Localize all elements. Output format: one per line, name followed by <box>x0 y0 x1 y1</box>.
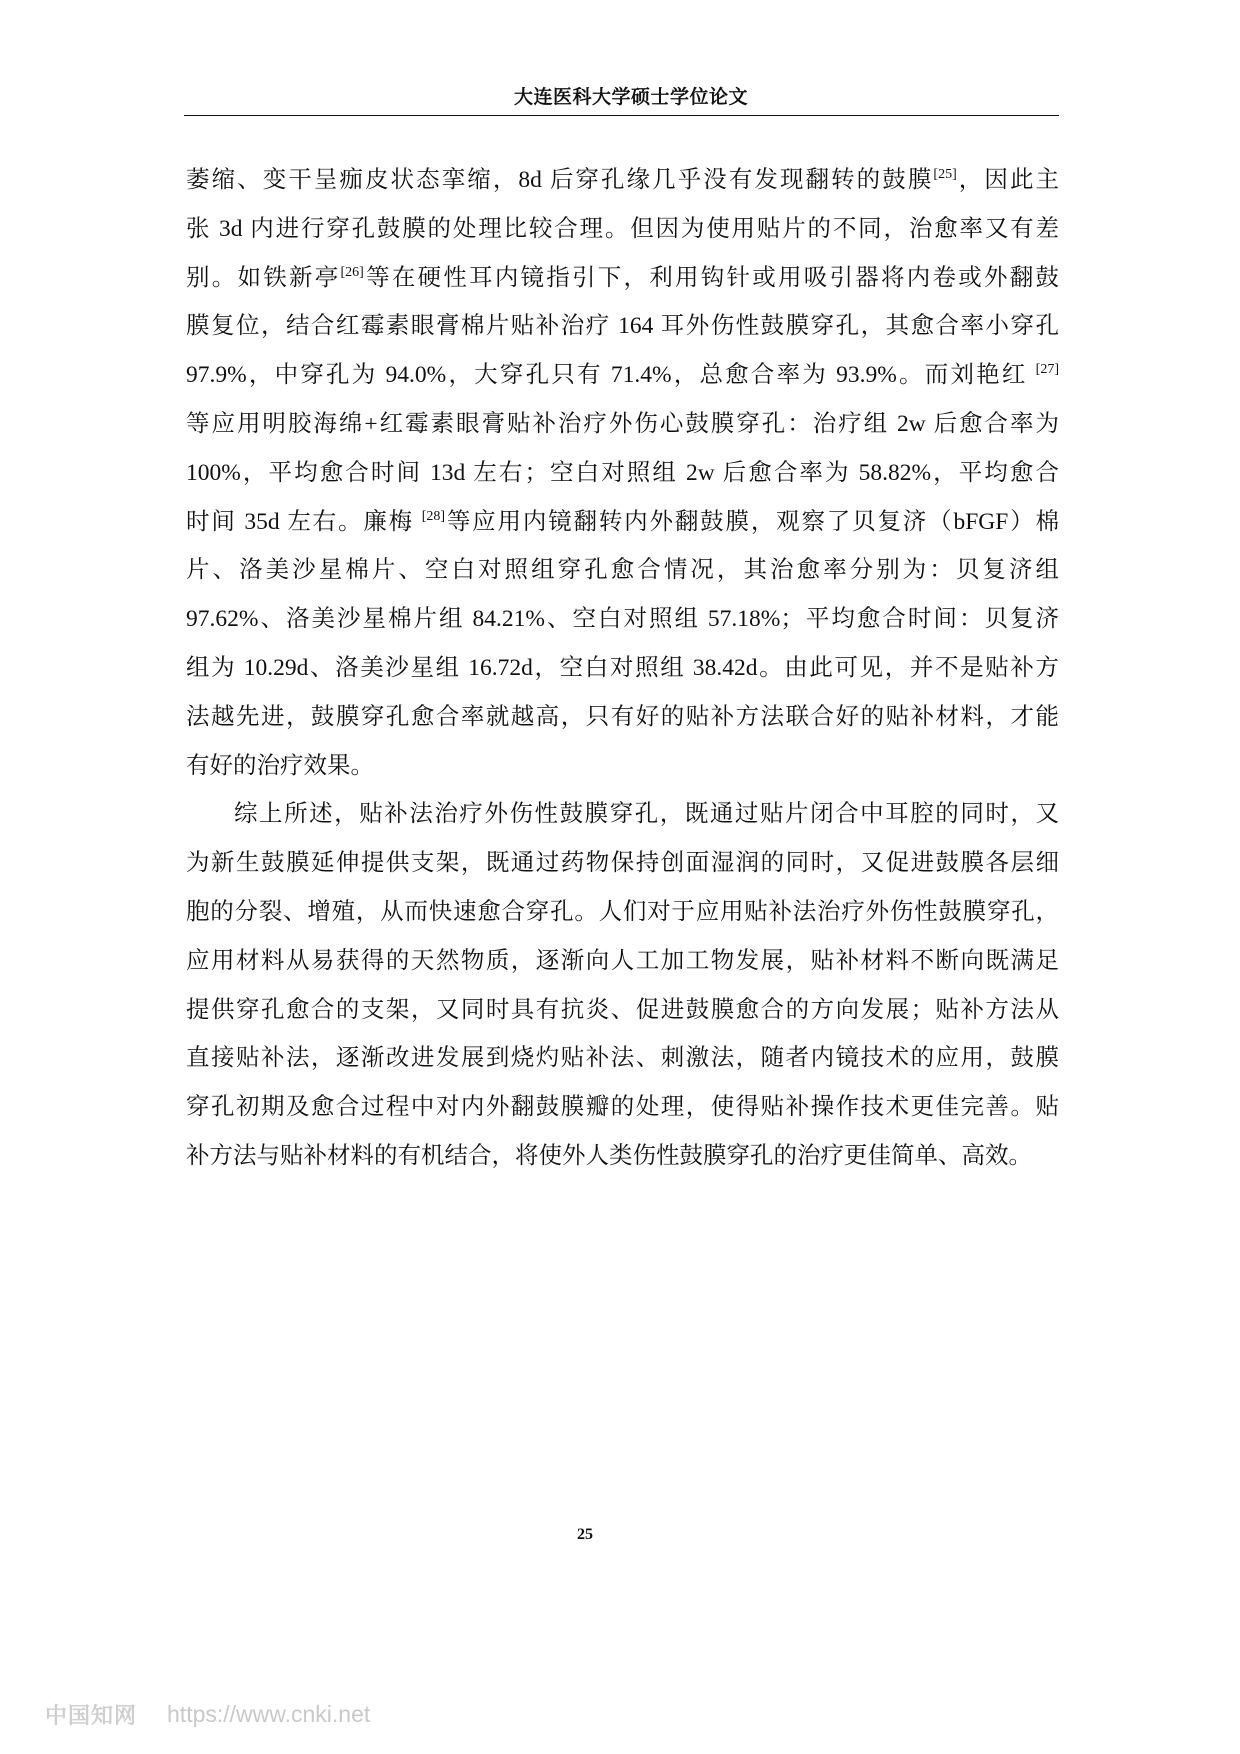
paragraph <box>186 790 1059 1180</box>
line-text: 等应用明胶海绵+红霉素眼膏贴补治疗外伤心鼓膜穿孔：治疗组 2w 后愈合率为 <box>186 410 1059 437</box>
text-line <box>186 937 1059 986</box>
line-text: ，因此主 <box>956 167 1060 193</box>
text-line <box>186 1034 1059 1083</box>
line-text: 时间 35d 左右。廉梅 <box>186 508 422 535</box>
text-line <box>186 839 1059 888</box>
text-line <box>186 205 1059 254</box>
text-line <box>186 1132 1059 1181</box>
line-text: 应用材料从易获得的天然物质，逐渐向人工加工物发展，贴补材料不断向既满足 <box>186 947 1059 974</box>
text-line <box>186 644 1059 693</box>
line-text: 综上所述，贴补法治疗外伤性鼓膜穿孔，既通过贴片闭合中耳腔的同时，又 <box>234 801 1059 828</box>
text-line <box>186 888 1059 937</box>
page-number: 25 <box>577 1526 593 1543</box>
line-text: 等应用内镜翻转内外翻鼓膜，观察了贝复济（bFGF）棉 <box>445 508 1059 535</box>
citation-superscript: [28] <box>421 508 446 524</box>
line-text: 张 3d 内进行穿孔鼓膜的处理比较合理。但因为使用贴片的不同，治愈率又有差 <box>186 215 1059 242</box>
line-text: 膜复位，结合红霉素眼膏棉片贴补治疗 164 耳外伤性鼓膜穿孔，其愈合率小穿孔 <box>186 313 1059 340</box>
line-text: 补方法与贴补材料的有机结合，将使外人类伤性鼓膜穿孔的治疗更佳简单、高效。 <box>186 1142 1032 1169</box>
text-line <box>186 546 1059 595</box>
paragraph <box>186 156 1059 790</box>
watermark-url: https://www.cnki.net <box>167 1700 371 1727</box>
text-line <box>186 400 1059 449</box>
watermark-brand: 中国知网 <box>45 1703 138 1729</box>
line-text: 组为 10.29d、洛美沙星组 16.72d，空白对照组 38.42d。由此可见，并不是贴补方 <box>186 654 1059 681</box>
text-line <box>186 449 1059 498</box>
text-line <box>186 1083 1059 1132</box>
line-text: 为新生鼓膜延伸提供支架，既通过药物保持创面湿润的同时，又促进鼓膜各层细 <box>186 850 1059 877</box>
text-line <box>186 595 1059 644</box>
text-line <box>186 302 1059 351</box>
text-line <box>186 498 1059 547</box>
line-text: 胞的分裂、增殖，从而快速愈合穿孔。人们对于应用贴补法治疗外伤性鼓膜穿孔， <box>186 898 1059 925</box>
text-line <box>186 986 1059 1035</box>
line-text: 法越先进，鼓膜穿孔愈合率就越高，只有好的贴补方法联合好的贴补材料，才能 <box>186 703 1059 730</box>
citation-superscript: [25] <box>933 167 957 182</box>
citation-superscript: [27] <box>1035 362 1059 378</box>
text-line <box>186 254 1059 303</box>
body-text <box>186 156 1059 1181</box>
text-line <box>186 742 1059 791</box>
text-line <box>186 351 1059 400</box>
line-text: 100%，平均愈合时间 13d 左右；空白对照组 2w 后愈合率为 58.82%，平均愈合 <box>186 459 1059 486</box>
text-line <box>186 693 1059 742</box>
line-text: 穿孔初期及愈合过程中对内外翻鼓膜瓣的处理，使得贴补操作技术更佳完善。贴 <box>186 1094 1059 1121</box>
cnki-watermark <box>45 1698 370 1730</box>
header-rule <box>184 115 1059 116</box>
line-text: 别。如铁新亭 <box>186 264 341 291</box>
line-text: 直接贴补法，逐渐改进发展到烧灼贴补法、刺激法，随者内镜技术的应用，鼓膜 <box>186 1045 1059 1072</box>
line-text: 片、洛美沙星棉片、空白对照组穿孔愈合情况，其治愈率分别为：贝复济组 <box>186 557 1059 584</box>
line-text: 97.9%，中穿孔为 94.0%，大穿孔只有 71.4%，总愈合率为 93.9%。而刘艳红 <box>186 362 1036 389</box>
text-line <box>186 156 1059 205</box>
running-header-title: 大连医科大学硕士学位论文 <box>513 87 748 108</box>
text-line <box>186 790 1059 839</box>
line-text: 提供穿孔愈合的支架，又同时具有抗炎、促进鼓膜愈合的方向发展；贴补方法从 <box>186 996 1059 1023</box>
line-text: 萎缩、变干呈痂皮状态挛缩，8d 后穿孔缘几乎没有发现翻转的鼓膜 <box>186 167 934 193</box>
citation-superscript: [26] <box>340 264 364 280</box>
line-text: 等在硬性耳内镜指引下，利用钩针或用吸引器将内卷或外翻鼓 <box>363 264 1060 291</box>
line-text: 97.62%、洛美沙星棉片组 84.21%、空白对照组 57.18%；平均愈合时间：贝复济 <box>186 606 1059 633</box>
line-text: 有好的治疗效果。 <box>186 752 374 779</box>
